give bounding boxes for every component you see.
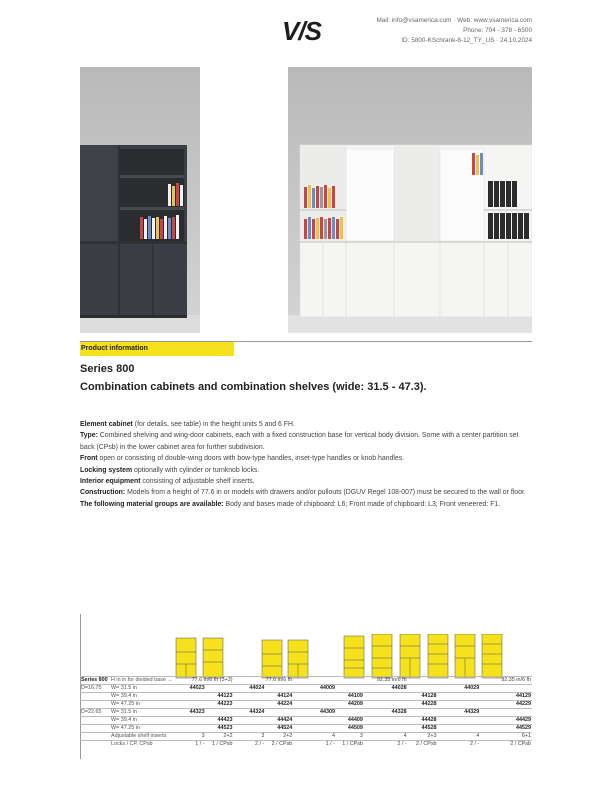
variant-icon <box>455 634 475 678</box>
product-table <box>80 676 532 748</box>
description-paragraph: Construction: Models from a height of 77.6 in or models with drawers and/or pullouts (DGUV Regel 108-007) must be secured to the wall or floor. <box>80 489 526 497</box>
table-row: D=16.75 W= 31.5 in 44023 44024 44009 44028 44029 <box>80 685 532 693</box>
description-paragraph: Locking system optionally with cylinder or turnknob locks. <box>80 466 260 474</box>
table-row: Adjustable shelf inserts 3 2+2 3 2+2 4 3 4 2+3 4 6+1 <box>80 733 532 741</box>
product-photo <box>80 67 532 333</box>
white-cabinets <box>300 145 532 317</box>
document-id: ID: 5800-KSchrank-8-12_TY_US · 24.10.2024 <box>401 37 532 44</box>
cabinet-illustration <box>80 67 532 333</box>
variant-icon <box>482 634 502 678</box>
variant-icon <box>176 638 196 678</box>
table-header-row <box>80 677 532 685</box>
table-header-cell: 92.35 in/6 fh <box>408 677 532 685</box>
table-row: W= 47.25 in 44223 44224 44209 44228 44229 <box>80 701 532 709</box>
contact-info <box>376 16 532 46</box>
table-header-cell: Series 800 <box>80 677 110 685</box>
product-description <box>80 419 532 510</box>
variant-icon <box>372 634 392 678</box>
table-row: Locks / CP, CPsb 1 / - 1 / CPsb 2 / - 2 / CPsb 1 / - 1 / CPsb 2 / - 2 / CPsb 2 / - 2 / CPsb <box>80 741 532 749</box>
description-paragraph: Front open or consisting of double-wing doors with bow-type handles, inset-type handles or knob handles. <box>80 455 405 463</box>
contact-mail-web: Mail: info@vsamerica.com · Web: www.vsamerica.com <box>376 17 532 24</box>
variant-icon <box>344 636 364 678</box>
table-header-cell: H in in for divided base → <box>110 677 173 683</box>
table-row: W= 39.4 in 44423 44424 44409 44428 44429 <box>80 717 532 725</box>
table-header-cell: 77.6 in/6 fh (3+3) <box>174 677 234 685</box>
table-row: D=22.65 W= 31.5 in 44323 44324 44309 44328 44329 <box>80 709 532 717</box>
variant-icon <box>203 638 223 678</box>
table-row: W= 39.4 in 44123 44124 44109 44128 44129 <box>80 693 532 701</box>
contact-phone: Phone: 704 - 378 - 6500 <box>463 27 532 34</box>
section-label: Product information <box>80 342 234 356</box>
table-row: W= 47.25 in 44523 44524 44509 44528 44529 <box>80 725 532 733</box>
table-header-cell: 77.6 in/6 fh <box>234 677 294 685</box>
table-header-cell: 92.35 in/6 fh <box>293 677 407 685</box>
product-headline: Combination cabinets and combination shelves (wide: 31.5 - 47.3). <box>80 381 427 393</box>
dark-cabinet <box>80 145 187 318</box>
series-title: Series 800 <box>80 363 135 375</box>
variant-icon <box>262 640 282 678</box>
description-paragraph: Type: Combined shelving and wing-door cabinets, each with a fixed construction base for vertical body division. Some with a center partition set back (CPsb) in the lower cabinet area for further subdivision. <box>80 432 519 451</box>
description-paragraph: Element cabinet (for details, see table) in the height units 5 and 6 FH. <box>80 421 295 428</box>
brand-logo: V/S <box>282 16 321 46</box>
variant-icon <box>400 634 420 678</box>
variant-icon <box>288 640 308 678</box>
variant-icon <box>428 634 448 678</box>
description-paragraph: The following material groups are available: Body and bases made of chipboard: L6; Front made of chipboard: L3; Front veneered: F1. <box>80 500 501 508</box>
description-paragraph: Interior equipment consisting of adjustable shelf inserts. <box>80 478 255 486</box>
